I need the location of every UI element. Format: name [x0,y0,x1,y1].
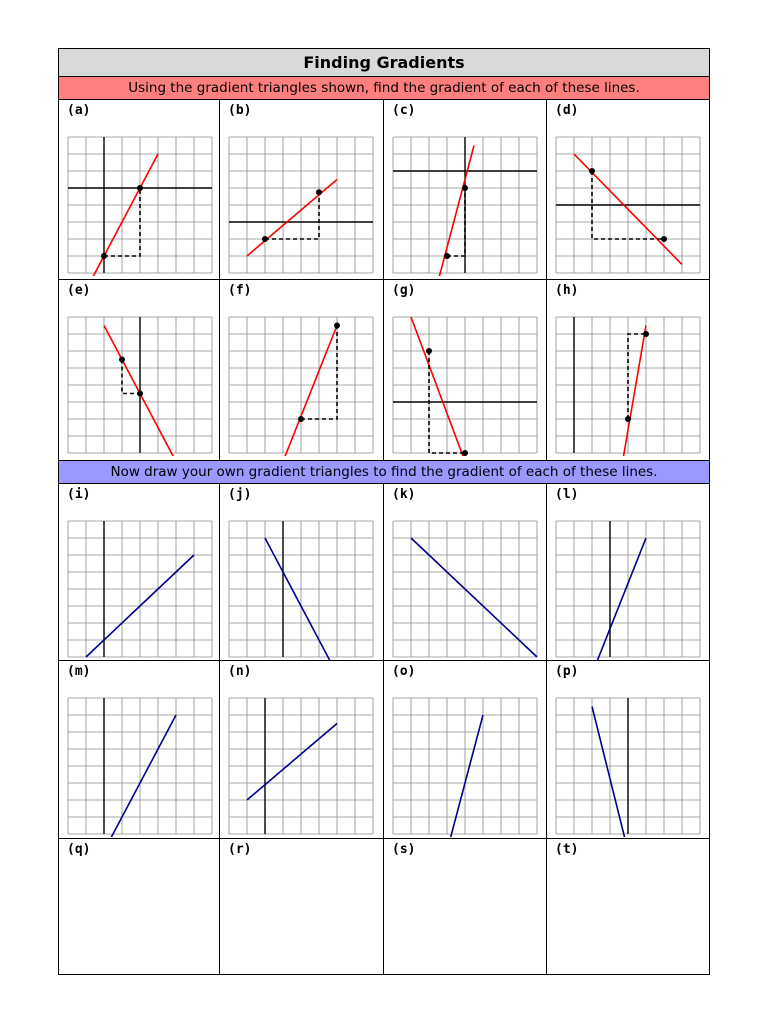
column-divider [219,100,220,460]
problem-label: (o) [392,664,416,679]
problem-label: (r) [228,842,252,857]
point-marker [137,391,143,397]
plotted-line [411,538,537,657]
row-divider [59,838,709,839]
point-marker [589,168,595,174]
plotted-line [283,326,337,458]
coordinate-grid [64,694,216,838]
problem-cell [384,100,547,280]
coordinate-grid [64,313,216,457]
coordinate-grid [225,517,377,661]
problem-label: (q) [67,842,91,857]
coordinate-grid [389,694,541,838]
problem-cell [220,661,384,839]
coordinate-grid [225,694,377,838]
coordinate-grid [552,517,704,661]
point-marker [643,331,649,337]
problem-cell [220,100,384,280]
coordinate-grid [389,133,541,277]
problem-label: (e) [67,283,91,298]
problem-label: (i) [67,487,91,502]
problem-label: (c) [392,103,416,118]
plotted-line [438,146,474,278]
problem-cell [547,280,709,484]
worksheet [58,48,710,975]
problem-cell [547,661,709,839]
problem-label: (m) [67,664,91,679]
point-marker [101,253,107,259]
point-marker [119,357,125,363]
problem-cell [59,661,220,839]
coordinate-grid [225,313,377,457]
row-divider [59,279,709,280]
problem-cell [59,100,220,280]
problem-label: (p) [555,664,579,679]
instruction-draw-triangles: Now draw your own gradient triangles to find the gradient of each of these lines. [59,460,709,484]
problem-label: (g) [392,283,416,298]
problem-label: (f) [228,283,252,298]
point-marker [625,416,631,422]
point-marker [462,185,468,191]
problem-label: (l) [555,487,579,502]
coordinate-grid [64,517,216,661]
page-title: Finding Gradients [59,49,709,77]
problem-label: (b) [228,103,252,118]
problem-cell [547,839,709,974]
column-divider [546,484,547,974]
problem-cell [220,839,384,974]
problem-cell [384,839,547,974]
problem-cell [59,839,220,974]
problem-label: (n) [228,664,252,679]
point-marker [316,189,322,195]
point-marker [298,416,304,422]
problem-cell [59,484,220,661]
problem-label: (k) [392,487,416,502]
point-marker [444,253,450,259]
point-marker [661,236,667,242]
point-marker [262,236,268,242]
coordinate-grid [225,133,377,277]
problem-label: (s) [392,842,416,857]
point-marker [462,450,468,456]
gradient-triangle [265,192,319,239]
coordinate-grid [552,694,704,838]
column-divider [383,100,384,460]
point-marker [137,185,143,191]
problem-cell [59,280,220,484]
coordinate-grid [389,517,541,661]
plotted-line [247,180,337,257]
problem-cell [384,484,547,661]
coordinate-grid [389,313,541,457]
instruction-shown-triangles: Using the gradient triangles shown, find the gradient of each of these lines. [59,77,709,100]
problem-label: (d) [555,103,579,118]
problem-cell [547,484,709,661]
problem-cell [220,280,384,484]
coordinate-grid [552,133,704,277]
coordinate-grid [64,133,216,277]
row-divider [59,660,709,661]
problem-cell [384,661,547,839]
problem-label: (a) [67,103,91,118]
column-divider [383,484,384,974]
problem-cell [547,100,709,280]
plotted-line [623,326,646,458]
column-divider [546,100,547,460]
column-divider [219,484,220,974]
problem-label: (h) [555,283,579,298]
problem-label: (t) [555,842,579,857]
point-marker [334,323,340,329]
plotted-line [247,724,337,801]
problem-cell [220,484,384,661]
plotted-line [592,538,646,661]
coordinate-grid [552,313,704,457]
problem-cell [384,280,547,484]
point-marker [426,348,432,354]
problem-label: (j) [228,487,252,502]
